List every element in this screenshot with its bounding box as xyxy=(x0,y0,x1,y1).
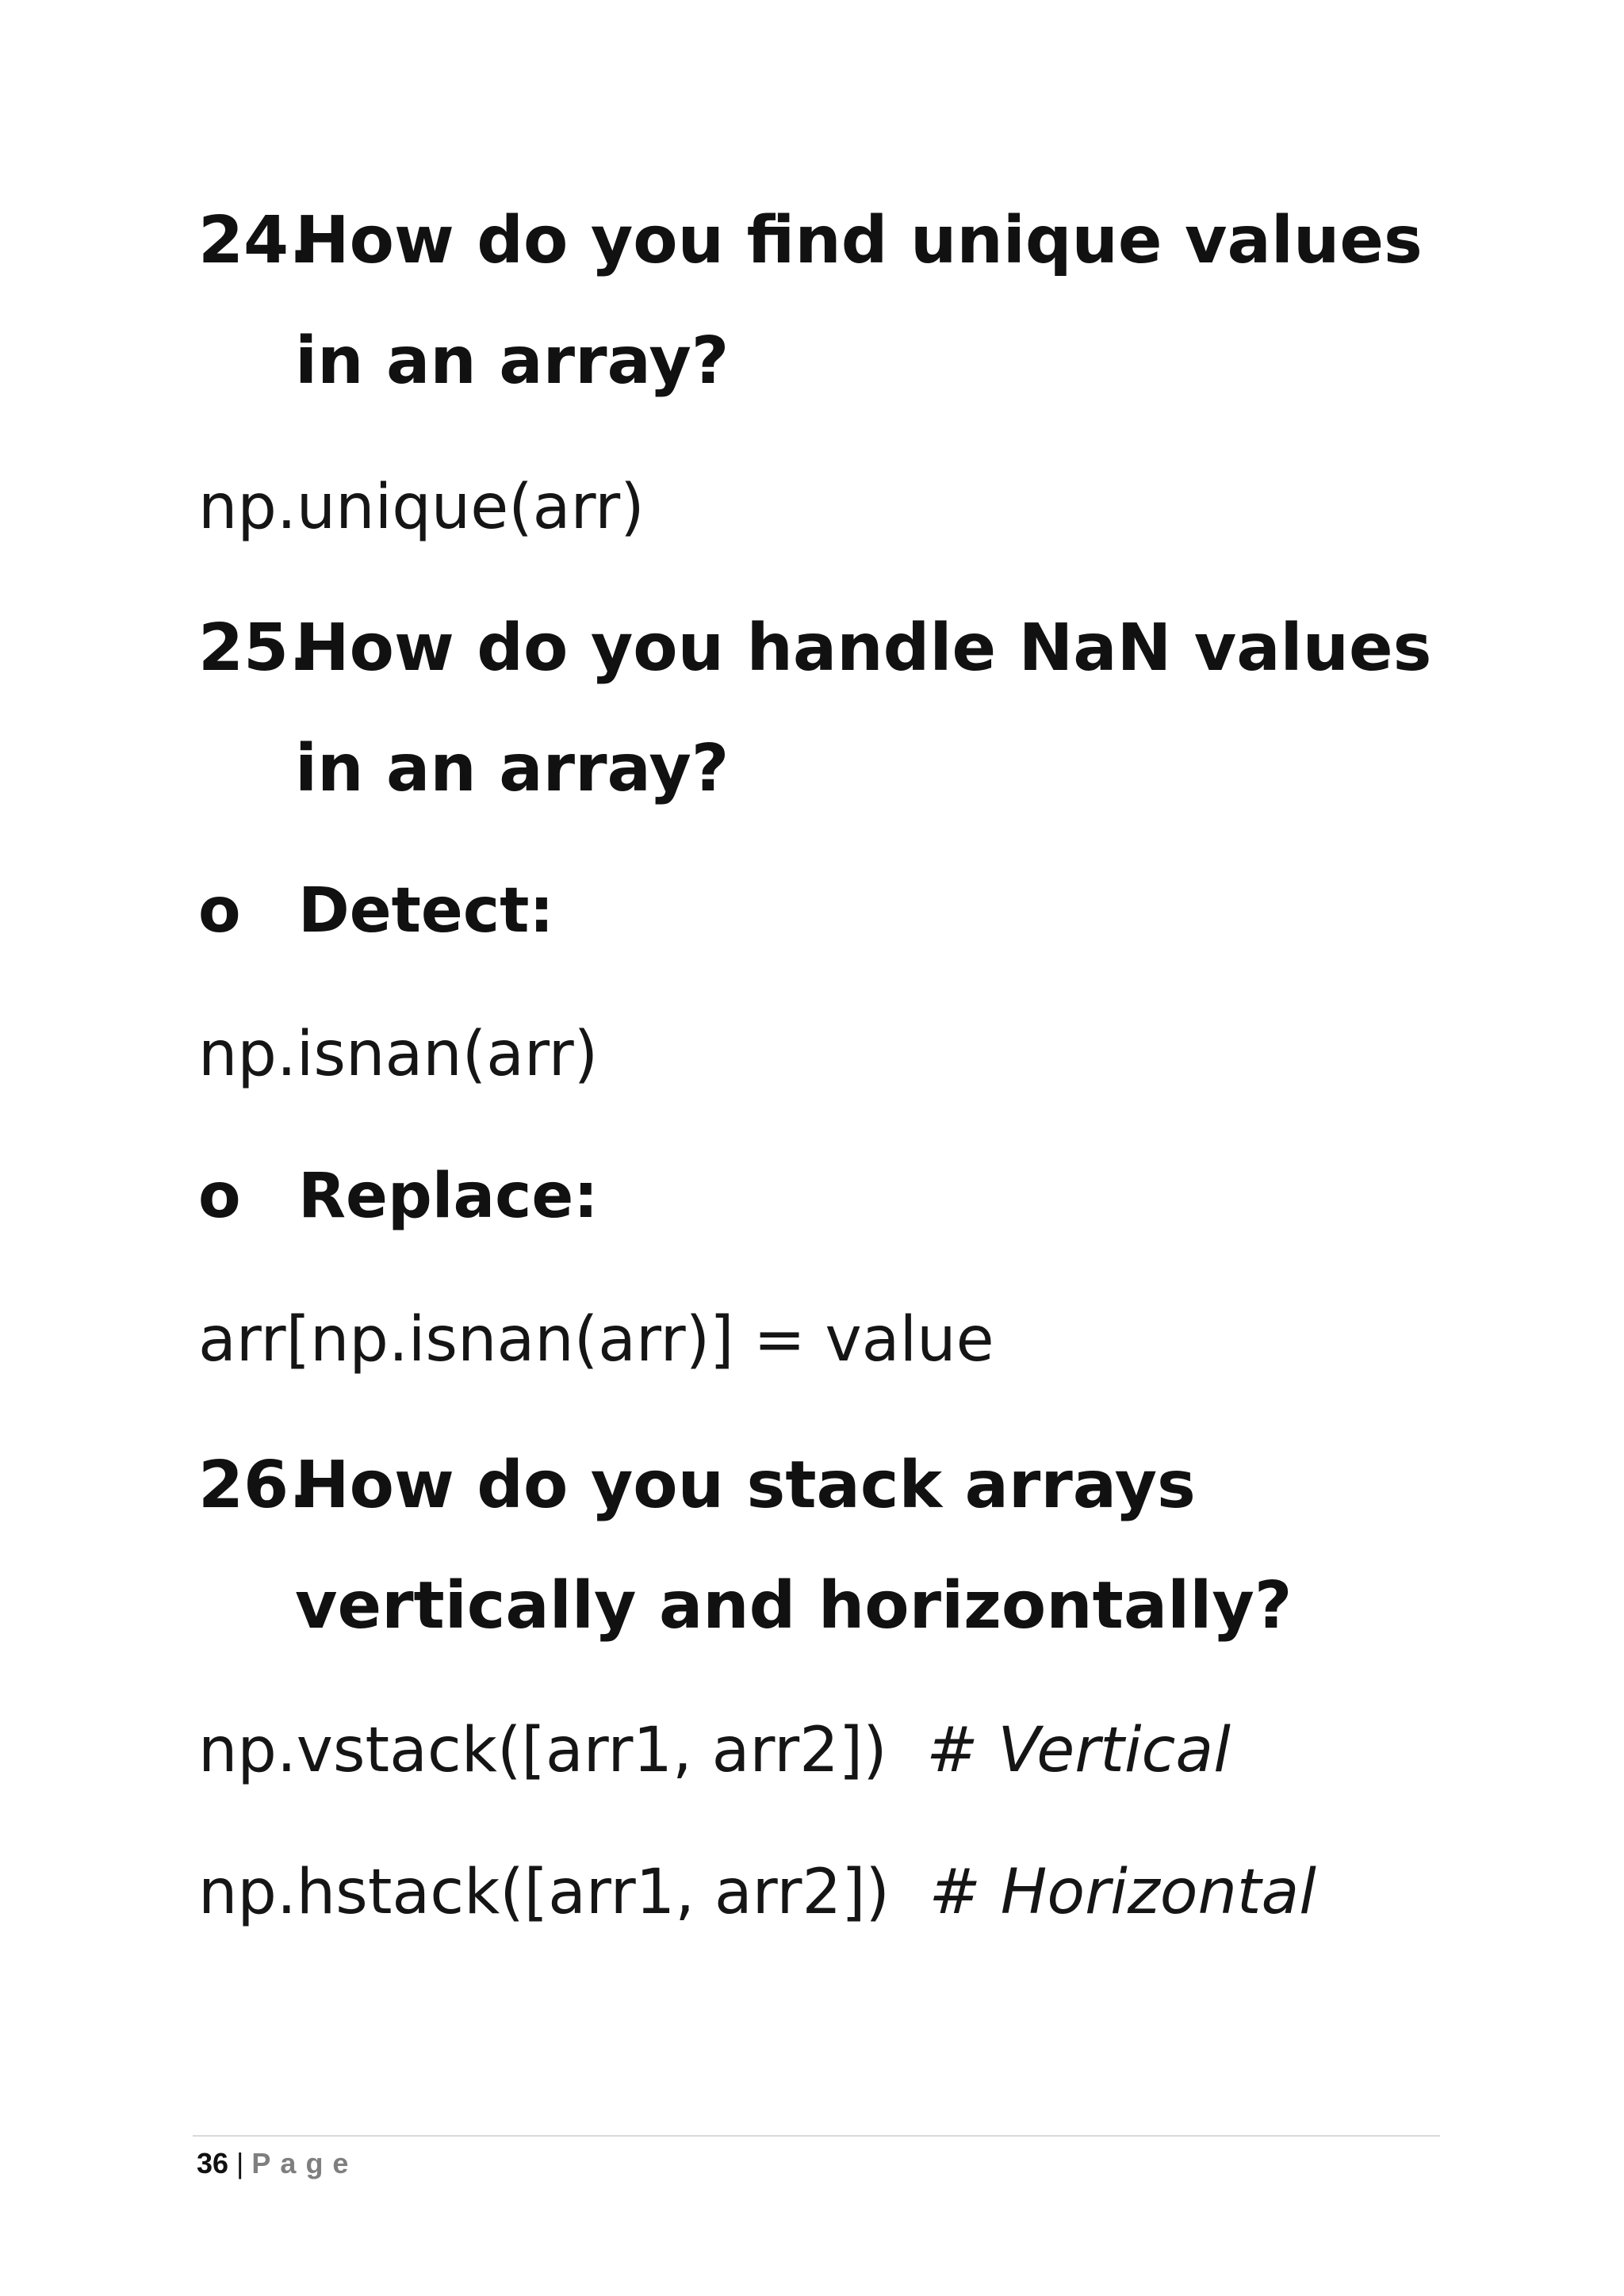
bullet-label: Replace: xyxy=(298,1161,599,1232)
code-line-vstack xyxy=(198,1711,1435,1790)
code-line: np.isnan(arr) xyxy=(198,1019,599,1090)
question-25-heading xyxy=(198,588,1435,829)
question-text: How do you stack arrays vertically and horizontally? xyxy=(295,1448,1293,1644)
code-comment: # Vertical xyxy=(926,1715,1231,1786)
question-26-heading xyxy=(198,1425,1435,1667)
bullet-marker: o xyxy=(198,1161,241,1232)
question-text: How do you find unique values in an array? xyxy=(295,203,1423,399)
question-24-heading xyxy=(198,181,1435,422)
page-number: 36 xyxy=(197,2147,229,2179)
page-label: Page xyxy=(251,2147,358,2179)
question-number: 24. xyxy=(198,203,314,278)
question-text: How do you handle NaN values in an array? xyxy=(295,610,1432,806)
code-text: np.vstack([arr1, arr2]) xyxy=(198,1715,887,1786)
code-line: arr[np.isnan(arr)] = value xyxy=(198,1304,994,1376)
question-number: 25. xyxy=(198,610,314,686)
footer-divider xyxy=(193,2135,1440,2137)
code-comment: # Horizontal xyxy=(929,1857,1316,1928)
question-number: 26. xyxy=(198,1448,314,1523)
bullet-label: Detect: xyxy=(298,875,554,947)
footer-separator: | xyxy=(236,2147,244,2179)
bullet-marker: o xyxy=(198,875,241,947)
bullet-item-detect xyxy=(198,871,1435,951)
page-footer xyxy=(197,2146,358,2181)
code-line-hstack xyxy=(198,1853,1435,1932)
code-text: np.hstack([arr1, arr2]) xyxy=(198,1857,890,1928)
bullet-item-replace xyxy=(198,1157,1435,1236)
code-line: np.unique(arr) xyxy=(198,472,645,543)
